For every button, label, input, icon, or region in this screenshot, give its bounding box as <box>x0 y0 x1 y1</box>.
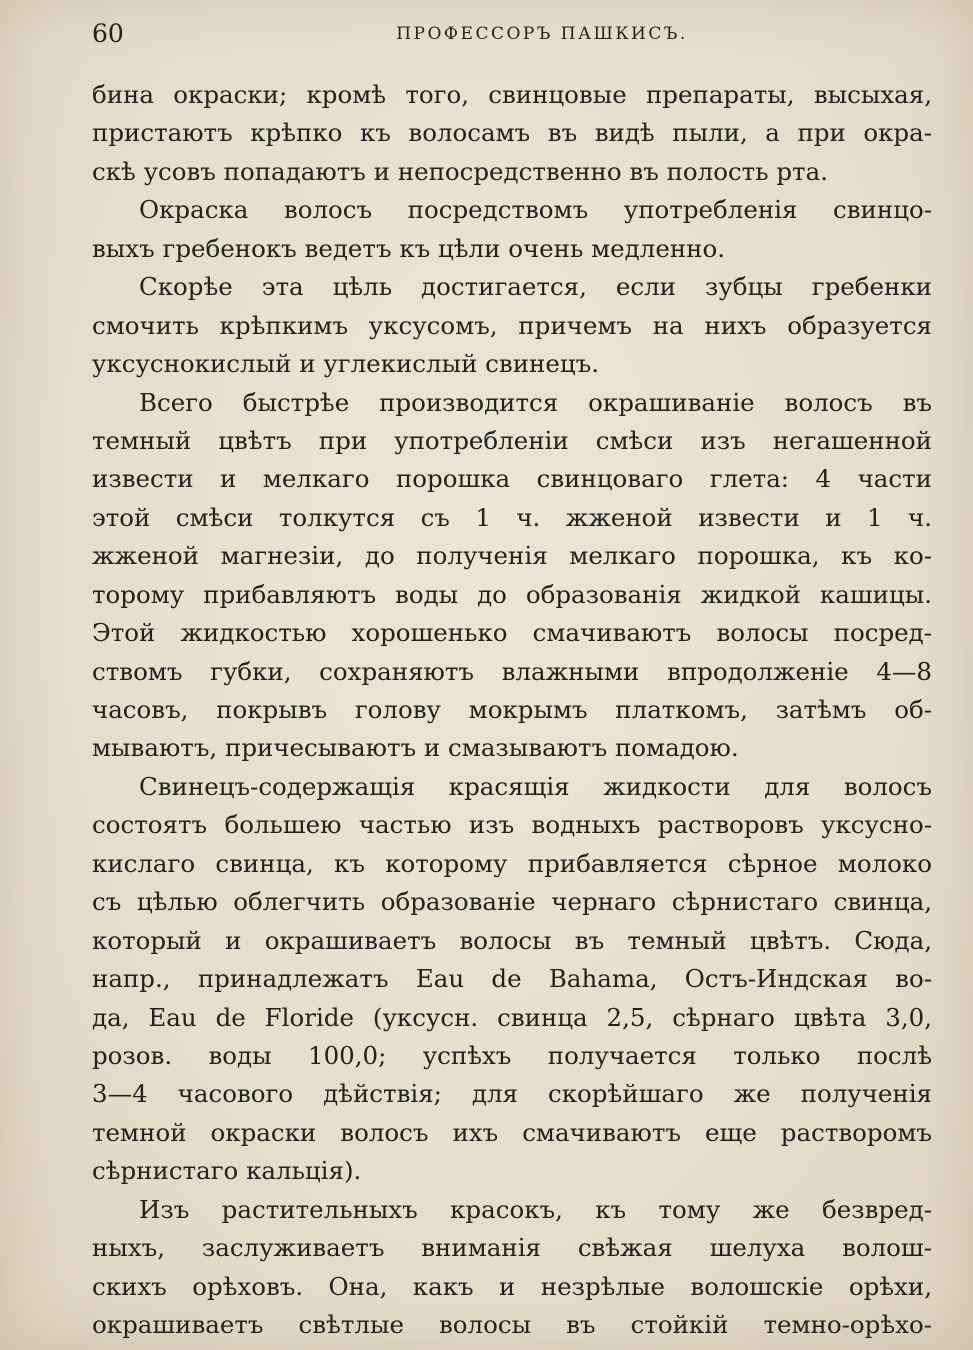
text-line: окрашиваетъ свѣтлые волосы въ стойкій темно-орѣхо- <box>92 1310 932 1339</box>
text-line: который и окрашиваетъ волосы въ темный цвѣтъ. Сюда, <box>92 925 932 955</box>
text-line: розов. воды 100,0; успѣхъ получается только послѣ <box>92 1040 932 1070</box>
text-line: съ цѣлью облегчить образованіе чернаго сѣрнистаго свинца, <box>92 887 932 917</box>
page-header <box>92 18 932 50</box>
page-number: 60 <box>92 19 124 48</box>
text-line: торому прибавляютъ воды до образованія жидкой кашицы. <box>92 579 932 609</box>
text-line: извести и мелкаго порошка свинцоваго глета: 4 части <box>92 464 932 494</box>
text-line: жженой магнезіи, до полученія мелкаго порошка, къ ко- <box>92 541 932 571</box>
text-line: бина окраски; кромѣ того, свинцовые препараты, высыхая, <box>92 80 932 109</box>
text-line: уксуснокислый и углекислый свинецъ. <box>92 349 599 379</box>
text-line: мываютъ, причесываютъ и смазываютъ помадою. <box>92 733 739 763</box>
text-line: да, Eau de Floride (уксусн. свинца 2,5, сѣрнаго цвѣта 3,0, <box>92 1002 932 1032</box>
text-line: пристаютъ крѣпко къ волосамъ въ видѣ пыли, а при окра- <box>92 118 932 148</box>
text-line: скихъ орѣховъ. Она, какъ и незрѣлые волошскіе орѣхи, <box>92 1271 932 1301</box>
text-line: сѣрнистаго кальція). <box>92 1156 362 1186</box>
text-line: Этой жидкостью хорошенько смачиваютъ волосы посред- <box>92 618 932 648</box>
text-line: часовъ, покрывъ голову мокрымъ платкомъ, затѣмъ об- <box>92 695 932 724</box>
text-line: темный цвѣтъ при употребленіи смѣси изъ негашенной <box>92 425 932 455</box>
body-text <box>92 76 932 1344</box>
text-line: кислаго свинца, къ которому прибавляется сѣрное молоко <box>92 848 932 878</box>
text-line: ствомъ губки, сохраняютъ влажными впродолженіе 4—8 <box>92 656 932 686</box>
text-line: выхъ гребенокъ ведетъ къ цѣли очень медленно. <box>92 233 726 263</box>
text-line: смочить крѣпкимъ уксусомъ, причемъ на нихъ образуется <box>92 310 932 340</box>
paragraph-start-line: Изъ растительныхъ красокъ, къ тому же безвред- <box>139 1194 932 1224</box>
text-line: скѣ усовъ попадаютъ и непосредственно въ полость рта. <box>92 156 828 186</box>
running-title: ПРОФЕССОРЪ ПАШКИСЪ. <box>396 24 688 44</box>
text-line: напр., принадлежатъ Eau de Bahama, Остъ-Индская во- <box>92 964 932 994</box>
text-line: ныхъ, заслуживаетъ вниманія свѣжая шелуха волош- <box>92 1233 932 1263</box>
paragraph-start-line: Свинецъ-содержащія красящія жидкости для волосъ <box>139 771 932 801</box>
text-line: 3—4 часового дѣйствія; для скорѣйшаго же полученія <box>92 1079 932 1109</box>
text-line: этой смѣси толкутся съ 1 ч. жженой извести и 1 ч. <box>92 502 932 532</box>
paragraph-start-line: Окраска волосъ посредствомъ употребленія свинцо- <box>139 195 932 225</box>
paragraph-start-line: Скорѣе эта цѣль достигается, если зубцы гребенки <box>139 272 932 302</box>
text-line: состоятъ большею частью изъ водныхъ растворовъ уксусно- <box>92 810 932 840</box>
paragraph-start-line: Всего быстрѣе производится окрашиваніе волосъ въ <box>139 387 932 417</box>
text-line: темной окраски волосъ ихъ смачиваютъ еще растворомъ <box>92 1117 932 1147</box>
